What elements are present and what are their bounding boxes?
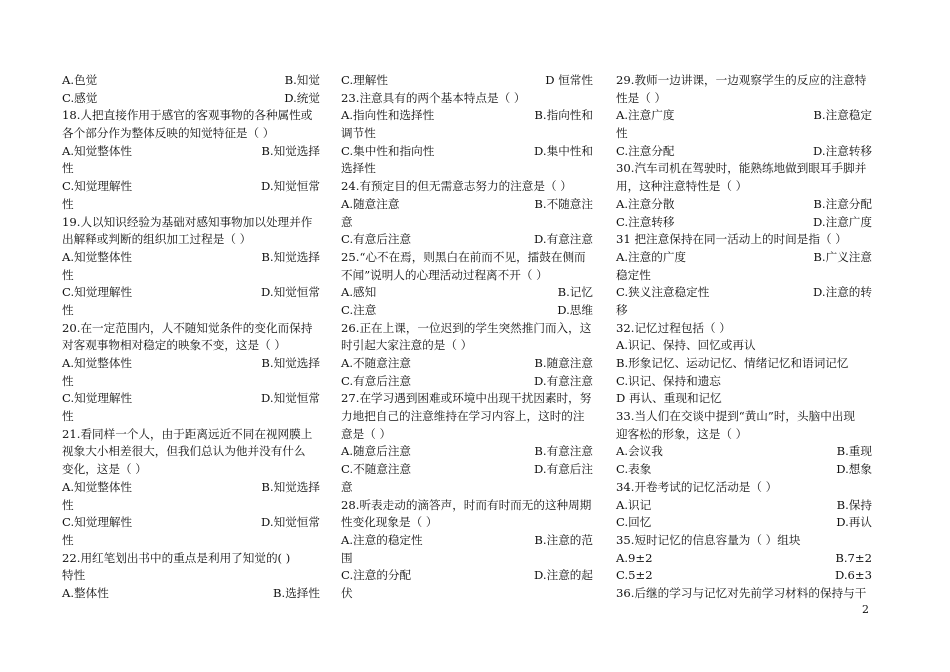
text-line: 21.看同样一个人，由于距离远近不同在视网膜上 <box>62 426 313 441</box>
text-line: 28.听表走动的滴答声，时而有时而无的这种周期 <box>341 497 592 512</box>
option-row <box>62 514 320 532</box>
option-right: D.知觉恒常 <box>261 391 320 406</box>
option-left: C.有意后注意 <box>341 373 412 388</box>
text-line: 30.汽车司机在驾驶时，能熟练地做到眼耳手脚并 <box>616 161 867 176</box>
text-line: 19.人以知识经验为基础对感知事物加以处理并作 <box>62 214 313 229</box>
text-line: 出解释或判断的组织加工过程是（ ） <box>62 232 252 247</box>
text-line: 23.注意具有的两个基本特点是（ ） <box>341 90 526 105</box>
text-line: 时引起大家注意的是（ ） <box>341 338 473 353</box>
text-line: B.形象记忆、运动记忆、情绪记忆和语词记忆 <box>616 356 849 370</box>
option-row <box>62 72 320 90</box>
option-row <box>341 532 593 550</box>
option-row <box>62 249 320 267</box>
option-left: A.知觉整体性 <box>62 143 133 158</box>
option-row <box>616 514 872 532</box>
text-line: 性 <box>62 196 74 211</box>
text-line: 性 <box>62 302 74 317</box>
option-left: C.注意的分配 <box>341 568 412 583</box>
text-line: 用，这种注意特性是（ ） <box>616 179 748 194</box>
option-right: B.知觉选择 <box>261 249 320 264</box>
option-row <box>616 249 872 267</box>
text-line: 各个部分作为整体反映的知觉特征是（ ） <box>62 126 275 141</box>
text-line: 性 <box>62 409 74 424</box>
option-row <box>616 461 872 479</box>
option-right: B.不随意注 <box>534 196 593 211</box>
option-right: D.再认 <box>836 515 872 530</box>
option-right: D.有意后注 <box>534 462 593 477</box>
option-right: D.6±3 <box>834 568 872 583</box>
option-row <box>341 355 593 373</box>
option-left: C.5±2 <box>616 568 653 583</box>
text-line: 24.有预定目的但无需意志努力的注意是（ ） <box>341 179 572 194</box>
option-right: B.记忆 <box>557 285 593 300</box>
option-row <box>341 284 593 302</box>
option-row <box>616 497 872 515</box>
option-left: A.识记 <box>616 497 652 512</box>
text-column-left <box>62 72 320 603</box>
text-line: 意是（ ） <box>341 426 392 441</box>
option-row <box>616 143 872 161</box>
option-left: C.知觉理解性 <box>62 285 133 300</box>
text-line: 特性 <box>62 568 86 583</box>
option-row <box>341 196 593 214</box>
text-line: 32.记忆过程包括（ ） <box>616 320 731 335</box>
text-line: 26.正在上课，一位迟到的学生突然推门而入，这 <box>341 320 592 335</box>
option-left: A.随意注意 <box>341 196 400 211</box>
option-right: B.指向性和 <box>534 108 593 123</box>
option-left: C.狭义注意稳定性 <box>616 285 710 300</box>
option-right: B.注意稳定 <box>813 108 872 123</box>
text-line: 意 <box>341 479 353 494</box>
option-row <box>341 231 593 249</box>
option-right: B.注意的范 <box>534 532 593 547</box>
text-line: 35.短时记忆的信息容量为（ ）组块 <box>616 532 801 547</box>
option-left: A.知觉整体性 <box>62 249 133 264</box>
option-row <box>62 90 320 108</box>
option-left: A.随意后注意 <box>341 444 412 459</box>
option-row <box>62 284 320 302</box>
option-row <box>62 479 320 497</box>
option-right: D.知觉恒常 <box>261 179 320 194</box>
text-line: 伏 <box>341 585 353 600</box>
option-row <box>341 461 593 479</box>
text-line: 性 <box>62 497 74 512</box>
option-left: C.理解性 <box>341 73 388 87</box>
option-right: D.注意的起 <box>534 568 593 583</box>
option-right: B.有意注意 <box>534 444 593 459</box>
option-right: B.随意注意 <box>534 356 593 370</box>
option-left: A.注意的广度 <box>616 249 687 264</box>
text-line: 20.在一定范围内，人不随知觉条件的变化而保持 <box>62 320 313 335</box>
option-row <box>616 107 872 125</box>
option-row <box>341 302 593 320</box>
option-right: D 恒常性 <box>545 73 593 87</box>
option-row <box>616 214 872 232</box>
option-row <box>62 585 320 603</box>
option-right: D.注意的转 <box>813 285 872 300</box>
text-line: 性是（ ） <box>616 90 667 105</box>
option-left: C.感觉 <box>62 90 98 105</box>
option-right: B.注意分配 <box>813 196 872 211</box>
option-left: A.会议我 <box>616 444 663 459</box>
option-left: A.色觉 <box>62 73 98 87</box>
option-left: C.知觉理解性 <box>62 515 133 530</box>
option-right: D.统觉 <box>284 90 320 105</box>
option-row <box>62 178 320 196</box>
text-line: 31 把注意保持在同一活动上的时间是指（ ） <box>616 232 847 247</box>
option-left: A.注意的稳定性 <box>341 532 423 547</box>
option-row <box>616 550 872 568</box>
option-left: A.注意分散 <box>616 196 675 211</box>
text-line: 性变化现象是（ ） <box>341 515 438 530</box>
option-right: B.知觉选择 <box>261 143 320 158</box>
text-line: 性 <box>616 126 628 141</box>
option-row <box>62 143 320 161</box>
text-line: 27.在学习遇到困难或环境中出现干扰因素时，努 <box>341 391 592 406</box>
option-left: A.感知 <box>341 285 377 300</box>
option-right: D.注意转移 <box>813 143 872 158</box>
text-line: A.识记、保持、回忆或再认 <box>616 338 756 353</box>
option-right: B.7±2 <box>835 550 872 565</box>
text-line: 不闻”说明人的心理活动过程离不开（ ） <box>341 267 548 282</box>
text-line: 18.人把直接作用于感官的客观事物的各种属性或 <box>62 108 313 123</box>
option-row <box>616 567 872 585</box>
option-left: C.注意 <box>341 302 377 317</box>
text-line: 力地把自己的注意维持在学习内容上，这时的注 <box>341 409 585 424</box>
option-row <box>62 390 320 408</box>
text-line: C.识记、保持和遗忘 <box>616 373 721 388</box>
option-right: D.想象 <box>836 462 872 477</box>
option-right: B.重现 <box>836 444 872 459</box>
option-row <box>341 373 593 391</box>
option-left: C.知觉理解性 <box>62 391 133 406</box>
option-right: B.广义注意 <box>813 249 872 264</box>
option-right: D.集中性和 <box>534 143 593 158</box>
option-row <box>341 72 593 90</box>
text-line: 性 <box>62 532 74 547</box>
option-left: C.注意分配 <box>616 143 675 158</box>
option-left: C.回忆 <box>616 515 652 530</box>
text-line: 稳定性 <box>616 267 651 282</box>
option-right: B.知觉选择 <box>261 479 320 494</box>
option-row <box>62 355 320 373</box>
text-line: 性 <box>62 267 74 282</box>
text-line: 29.教师一边讲课，一边观察学生的反应的注意特 <box>616 73 867 87</box>
option-right: D.知觉恒常 <box>261 285 320 300</box>
option-left: C.注意转移 <box>616 214 675 229</box>
page-number: 2 <box>862 603 869 616</box>
text-line: 性 <box>62 161 74 176</box>
option-left: C.有意后注意 <box>341 232 412 247</box>
option-right: D.思维 <box>557 302 593 317</box>
option-left: A.指向性和选择性 <box>341 108 435 123</box>
option-row <box>616 284 872 302</box>
option-right: D.有意注意 <box>534 373 593 388</box>
option-row <box>616 443 872 461</box>
option-row <box>341 107 593 125</box>
text-line: 25.“心不在焉，则黑白在前而不见，擂鼓在侧而 <box>341 249 586 264</box>
text-line: 22.用红笔划出书中的重点是利用了知觉的( ) <box>62 550 291 565</box>
text-line: 选择性 <box>341 161 376 176</box>
option-right: D.知觉恒常 <box>261 515 320 530</box>
option-left: A.知觉整体性 <box>62 356 133 370</box>
option-left: C.不随意注意 <box>341 462 412 477</box>
text-line: 34.开卷考试的记忆活动是（ ） <box>616 479 778 494</box>
option-right: B.选择性 <box>273 585 320 600</box>
option-left: A.整体性 <box>62 585 109 600</box>
text-line: 意 <box>341 214 353 229</box>
text-line: 36.后继的学习与记忆对先前学习材料的保持与干 <box>616 585 867 600</box>
text-line: 围 <box>341 550 353 565</box>
text-line: 33.当人们在交谈中提到“黄山”时，头脑中出现 <box>616 409 855 424</box>
option-row <box>341 443 593 461</box>
text-line: 对客观事物相对稳定的映象不变，这是（ ） <box>62 338 286 353</box>
text-line: 性 <box>62 373 74 388</box>
text-line: D 再认、重现和记忆 <box>616 391 722 406</box>
text-line: 调节性 <box>341 126 376 141</box>
option-left: C.集中性和指向性 <box>341 143 435 158</box>
option-left: C.表象 <box>616 462 652 477</box>
option-left: A.注意广度 <box>616 108 675 123</box>
option-right: B.知觉 <box>284 73 320 87</box>
option-left: A.不随意注意 <box>341 356 412 370</box>
option-row <box>616 196 872 214</box>
option-left: C.知觉理解性 <box>62 179 133 194</box>
text-line: 移 <box>616 302 628 317</box>
option-right: D.注意广度 <box>813 214 872 229</box>
option-right: B.保持 <box>836 497 872 512</box>
option-row <box>341 567 593 585</box>
option-left: A.9±2 <box>616 550 653 565</box>
text-line: 视象大小相差很大，但我们总认为他并没有什么 <box>62 444 306 459</box>
text-column-middle <box>341 72 593 603</box>
text-column-right <box>616 72 872 603</box>
option-right: D.有意注意 <box>534 232 593 247</box>
option-row <box>341 143 593 161</box>
option-left: A.知觉整体性 <box>62 479 133 494</box>
text-line: 变化，这是（ ） <box>62 462 147 477</box>
text-line: 迎客松的形象，这是（ ） <box>616 426 748 441</box>
option-right: B.知觉选择 <box>261 356 320 370</box>
